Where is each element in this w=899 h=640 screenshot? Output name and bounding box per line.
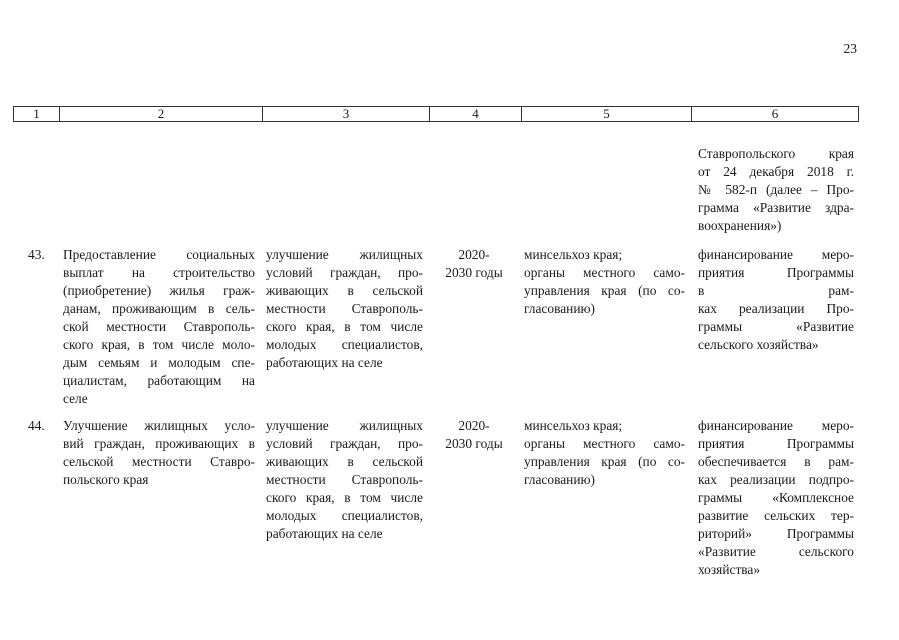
- text-line: минсельхоз края;: [524, 418, 623, 433]
- text-line: Предоставление социальных: [63, 247, 255, 262]
- column-header-1: 1: [14, 107, 60, 121]
- column-header-3: 3: [263, 107, 430, 121]
- responsible-executor: [524, 417, 685, 489]
- text-line: работающих на селе: [266, 355, 383, 370]
- text-line: граммы «Комплексное: [698, 490, 854, 505]
- text-line: минсельхоз края;: [524, 247, 623, 262]
- text-line: сельского хозяйства»: [698, 337, 819, 352]
- text-line: живающих в сельской: [266, 454, 423, 469]
- text-line: работающих на селе: [266, 526, 383, 541]
- text-line: дым семьям и молодым спе-: [63, 355, 255, 370]
- text-line: гласованию): [524, 472, 595, 487]
- text-line: финансирование меро-: [698, 247, 854, 262]
- text-line: селе: [63, 391, 88, 406]
- text-line: ского края, в том числе: [266, 490, 423, 505]
- text-line: вий граждан, проживающих в: [63, 436, 255, 451]
- text-line: местности Ставрополь-: [266, 472, 423, 487]
- text-line: от 24 декабря 2018 г.: [698, 164, 854, 179]
- row-number-text: 43.: [28, 247, 45, 262]
- text-line: ской местности Ставрополь-: [63, 319, 255, 334]
- text-line: 2020-: [458, 418, 490, 433]
- text-line: ского края, в том числе: [266, 319, 423, 334]
- implementation-period: [434, 246, 514, 282]
- text-line: развитие сельских тер-: [698, 508, 854, 523]
- text-line: молодых специалистов,: [266, 508, 423, 523]
- continuation-col6: [698, 145, 854, 235]
- text-line: граммы «Развитие: [698, 319, 854, 334]
- text-line: 2030 годы: [445, 436, 503, 451]
- text-line: гласованию): [524, 301, 595, 316]
- text-line: управления края (по со-: [524, 454, 685, 469]
- column-header-2: 2: [60, 107, 263, 121]
- text-line: (приобретение) жилья граж-: [63, 283, 255, 298]
- text-line: условий граждан, про-: [266, 265, 423, 280]
- text-line: Улучшение жилищных усло-: [63, 418, 255, 433]
- text-line: ках реализации Про-: [698, 301, 854, 316]
- row-number-text: 44.: [28, 418, 45, 433]
- text-line: улучшение жилищных: [266, 418, 423, 433]
- text-line: 2030 годы: [445, 265, 503, 280]
- text-line: выплат на строительство: [63, 265, 255, 280]
- text-line: условий граждан, про-: [266, 436, 423, 451]
- activity-name: [63, 246, 255, 408]
- text-line: улучшение жилищных: [266, 247, 423, 262]
- text-line: приятия Программы: [698, 436, 854, 451]
- text-line: обеспечивается в рам-: [698, 454, 854, 469]
- text-line: грамма «Развитие здра-: [698, 200, 854, 215]
- text-line: местности Ставрополь-: [266, 301, 423, 316]
- text-line: польского края: [63, 472, 149, 487]
- text-line: «Развитие сельского: [698, 544, 854, 559]
- column-header-6: 6: [771, 106, 779, 121]
- column-header-row: [13, 106, 859, 122]
- text-line: молодых специалистов,: [266, 337, 423, 352]
- text-line: ках реализации подпро-: [698, 472, 854, 487]
- text-line: сельской местности Ставро-: [63, 454, 255, 469]
- row-number: [28, 417, 45, 435]
- text-line: финансирование меро-: [698, 418, 854, 433]
- expected-result: [266, 246, 423, 372]
- financing-source: [698, 417, 854, 579]
- text-line: живающих в сельской: [266, 283, 423, 298]
- page-number: 23: [843, 41, 857, 56]
- text-line: в рам-: [698, 283, 854, 298]
- text-line: органы местного само-: [524, 436, 685, 451]
- text-line: воохранения»): [698, 218, 782, 233]
- activity-name: [63, 417, 255, 489]
- column-header-5: 5: [522, 107, 692, 121]
- responsible-executor: [524, 246, 685, 318]
- implementation-period: [434, 417, 514, 453]
- text-line: управления края (по со-: [524, 283, 685, 298]
- column-header-4: 4: [430, 107, 522, 121]
- text-line: данам, проживающим в сель-: [63, 301, 255, 316]
- row-number: [28, 246, 45, 264]
- text-line: органы местного само-: [524, 265, 685, 280]
- expected-result: [266, 417, 423, 543]
- text-line: циалистам, работающим на: [63, 373, 255, 388]
- financing-source: [698, 246, 854, 354]
- text-line: риторий» Программы: [698, 526, 854, 541]
- text-line: Ставропольского края: [698, 146, 854, 161]
- text-line: 2020-: [458, 247, 490, 262]
- text-line: хозяйства»: [698, 562, 761, 577]
- text-line: ского края, в том числе моло-: [63, 337, 255, 352]
- text-line: № 582-п (далее – Про-: [698, 182, 854, 197]
- text-line: приятия Программы: [698, 265, 854, 280]
